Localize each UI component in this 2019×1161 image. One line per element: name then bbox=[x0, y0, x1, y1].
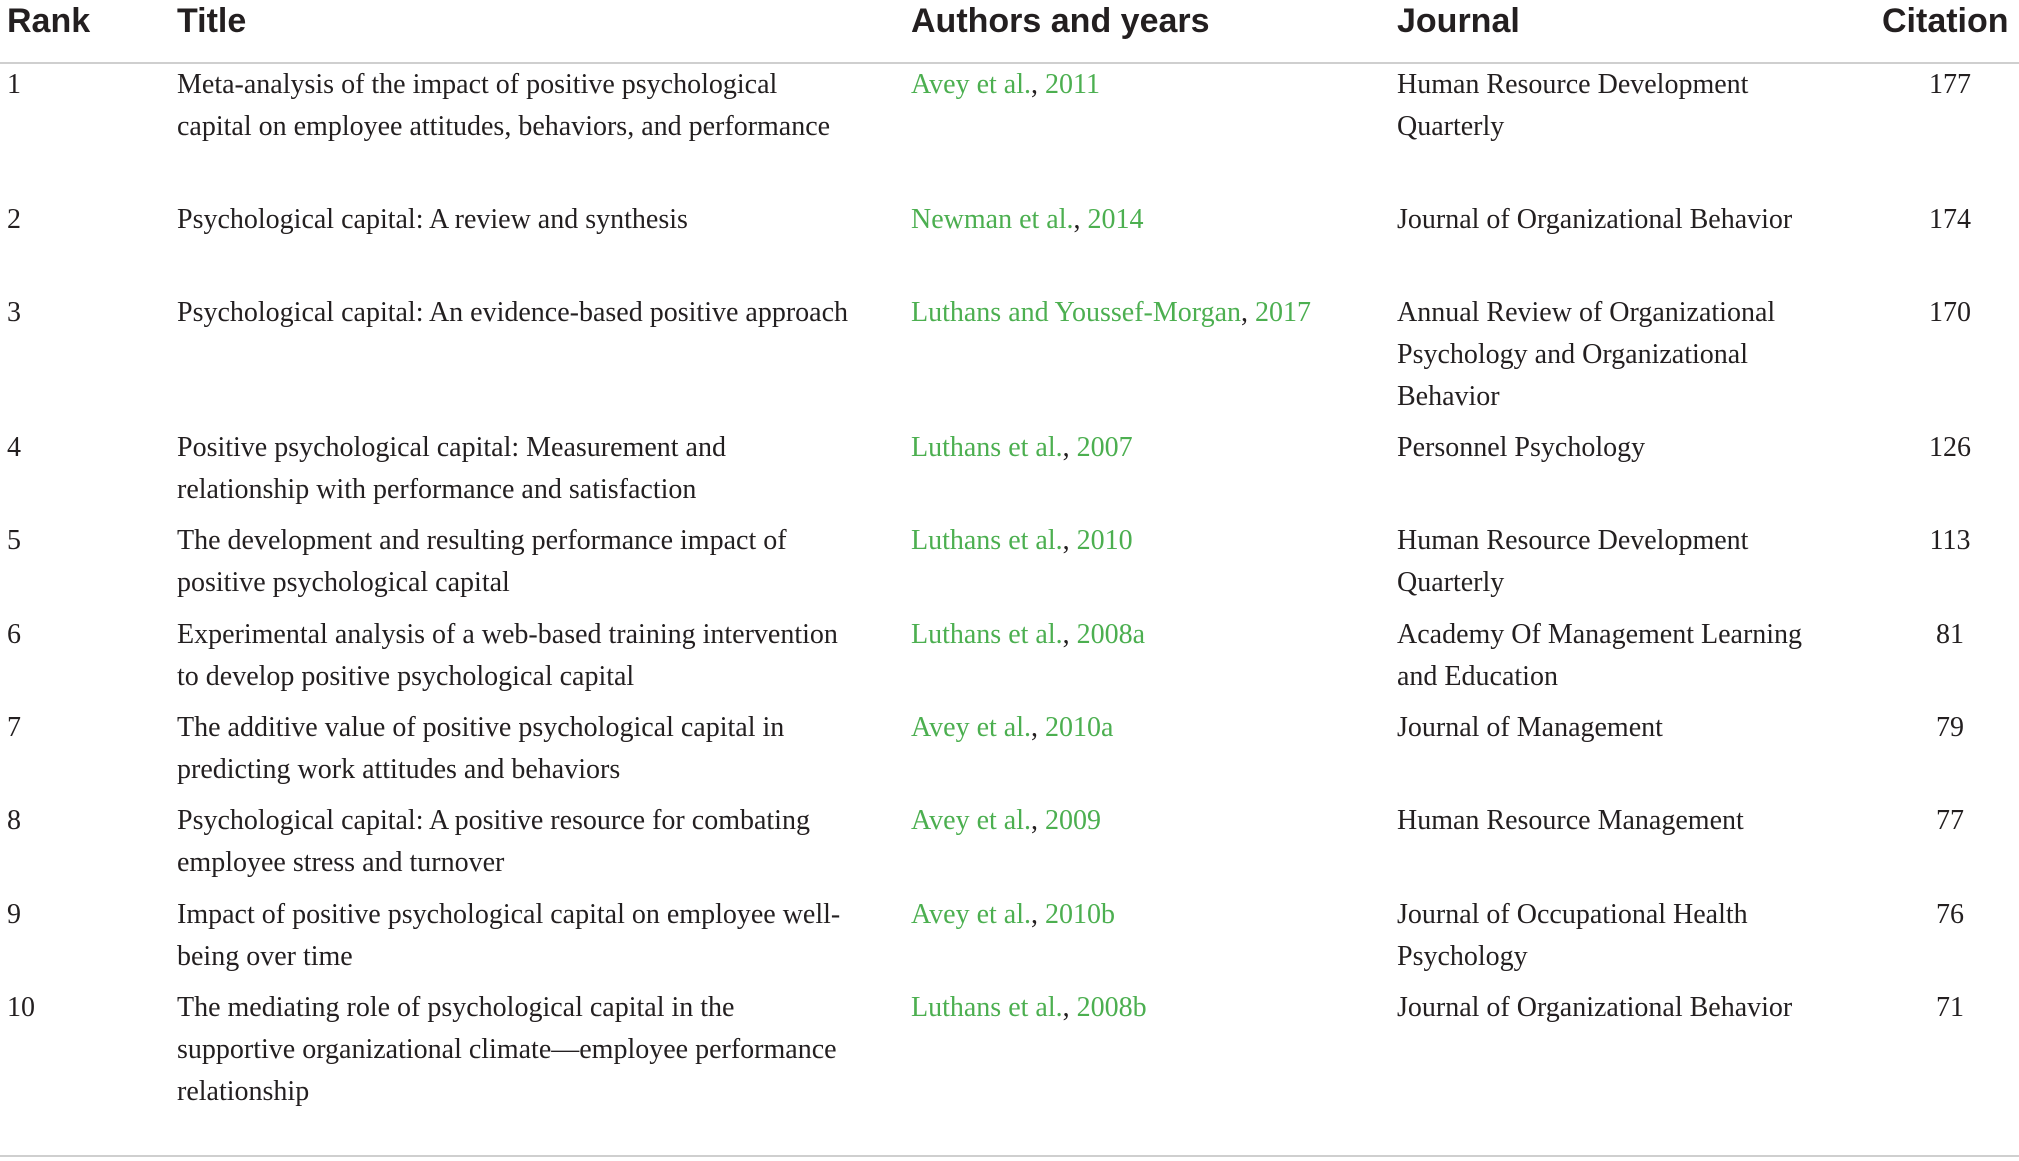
authors-cell bbox=[911, 800, 1351, 842]
table-row bbox=[0, 199, 2019, 292]
year-reference-link[interactable]: 2011 bbox=[1044, 69, 1100, 100]
author-reference-link[interactable]: Newman et al. bbox=[911, 204, 1074, 235]
journal-cell: Journal of Organizational Behavior bbox=[1397, 204, 1793, 235]
journal-cell: Personnel Psychology bbox=[1397, 432, 1646, 463]
separator: , bbox=[1062, 619, 1077, 650]
rank-cell: 10 bbox=[7, 992, 35, 1023]
citation-cell: 76 bbox=[1936, 899, 1964, 930]
year-reference-link[interactable]: 2010 bbox=[1076, 525, 1133, 556]
author-reference-link[interactable]: Avey et al. bbox=[911, 712, 1031, 743]
table-body bbox=[0, 64, 2019, 1122]
table-row bbox=[0, 427, 2019, 520]
separator: , bbox=[1030, 805, 1045, 836]
journal-cell: Journal of Organizational Behavior bbox=[1397, 992, 1793, 1023]
authors-cell bbox=[911, 427, 1351, 469]
journal-cell: Academy Of Management Learning and Education bbox=[1397, 619, 1803, 692]
title-cell: The additive value of positive psychological capital in predicting work attitudes and behaviors bbox=[177, 712, 785, 785]
rank-cell: 6 bbox=[7, 619, 21, 650]
rank-cell: 7 bbox=[7, 712, 21, 743]
table-row bbox=[0, 520, 2019, 614]
rank-cell: 1 bbox=[7, 69, 21, 100]
author-reference-link[interactable]: Luthans et al. bbox=[911, 525, 1063, 556]
author-reference-link[interactable]: Luthans et al. bbox=[911, 432, 1063, 463]
separator: , bbox=[1073, 204, 1088, 235]
title-cell: Positive psychological capital: Measurement and relationship with performance and satisfaction bbox=[177, 432, 726, 505]
author-reference-link[interactable]: Avey et al. bbox=[911, 805, 1031, 836]
title-cell: The development and resulting performance impact of positive psychological capital bbox=[177, 525, 787, 598]
separator: , bbox=[1062, 992, 1077, 1023]
year-reference-link[interactable]: 2008b bbox=[1076, 992, 1147, 1023]
year-reference-link[interactable]: 2010b bbox=[1044, 899, 1115, 930]
table-row bbox=[0, 894, 2019, 987]
title-cell: Impact of positive psychological capital on employee well-being over time bbox=[177, 899, 841, 972]
title-cell: Psychological capital: A positive resource for combating employee stress and turnover bbox=[177, 805, 810, 878]
authors-cell bbox=[911, 614, 1351, 656]
separator: , bbox=[1030, 69, 1045, 100]
journal-cell: Human Resource Development Quarterly bbox=[1397, 69, 1749, 142]
author-reference-link[interactable]: Luthans et al. bbox=[911, 619, 1063, 650]
authors-cell bbox=[911, 199, 1351, 241]
title-cell: The mediating role of psychological capital in the supportive organizational climate—employee performance relationship bbox=[177, 992, 837, 1107]
title-cell: Psychological capital: An evidence-based positive approach bbox=[177, 297, 849, 328]
author-reference-link[interactable]: Luthans and Youssef-Morgan bbox=[911, 297, 1242, 328]
header-title: Title bbox=[177, 2, 247, 40]
rank-cell: 8 bbox=[7, 805, 21, 836]
year-reference-link[interactable]: 2010a bbox=[1044, 712, 1114, 743]
table-row bbox=[0, 614, 2019, 707]
citation-cell: 79 bbox=[1936, 712, 1964, 743]
journal-cell: Human Resource Development Quarterly bbox=[1397, 525, 1749, 598]
table-bottom-rule bbox=[0, 1155, 2019, 1157]
separator: , bbox=[1030, 899, 1045, 930]
citation-cell: 177 bbox=[1929, 69, 1971, 100]
year-reference-link[interactable]: 2009 bbox=[1044, 805, 1101, 836]
header-authors: Authors and years bbox=[911, 2, 1210, 40]
authors-cell bbox=[911, 292, 1351, 334]
separator: , bbox=[1030, 712, 1045, 743]
table-header-row bbox=[0, 0, 2019, 64]
table-row bbox=[0, 707, 2019, 800]
table-row bbox=[0, 292, 2019, 427]
separator: , bbox=[1062, 525, 1077, 556]
rank-cell: 5 bbox=[7, 525, 21, 556]
year-reference-link[interactable]: 2008a bbox=[1076, 619, 1146, 650]
rank-cell: 2 bbox=[7, 204, 21, 235]
rank-cell: 9 bbox=[7, 899, 21, 930]
separator: , bbox=[1241, 297, 1256, 328]
journal-cell: Human Resource Management bbox=[1397, 805, 1744, 836]
header-citation: Citation bbox=[1882, 2, 2009, 40]
title-cell: Experimental analysis of a web-based training intervention to develop positive psychological capital bbox=[177, 619, 838, 692]
year-reference-link[interactable]: 2014 bbox=[1087, 204, 1144, 235]
citation-cell: 113 bbox=[1929, 525, 1971, 556]
citation-cell: 81 bbox=[1936, 619, 1964, 650]
header-rank: Rank bbox=[7, 2, 91, 40]
table-row bbox=[0, 987, 2019, 1122]
citation-cell: 126 bbox=[1929, 432, 1971, 463]
author-reference-link[interactable]: Luthans et al. bbox=[911, 992, 1063, 1023]
title-cell: Meta-analysis of the impact of positive psychological capital on employee attitudes, behaviors, and performance bbox=[177, 69, 831, 142]
rank-cell: 3 bbox=[7, 297, 21, 328]
authors-cell bbox=[911, 987, 1351, 1029]
year-reference-link[interactable]: 2017 bbox=[1255, 297, 1312, 328]
year-reference-link[interactable]: 2007 bbox=[1076, 432, 1133, 463]
author-reference-link[interactable]: Avey et al. bbox=[911, 69, 1031, 100]
table-row bbox=[0, 64, 2019, 199]
header-journal: Journal bbox=[1397, 2, 1520, 40]
table-row bbox=[0, 800, 2019, 894]
journal-cell: Annual Review of Organizational Psychology and Organizational Behavior bbox=[1397, 297, 1776, 412]
citation-cell: 77 bbox=[1936, 805, 1964, 836]
authors-cell bbox=[911, 894, 1351, 936]
rank-cell: 4 bbox=[7, 432, 21, 463]
authors-cell bbox=[911, 520, 1351, 562]
citation-cell: 174 bbox=[1929, 204, 1971, 235]
citation-cell: 170 bbox=[1929, 297, 1971, 328]
separator: , bbox=[1062, 432, 1077, 463]
journal-cell: Journal of Occupational Health Psychology bbox=[1397, 899, 1748, 972]
citation-cell: 71 bbox=[1936, 992, 1964, 1023]
authors-cell bbox=[911, 707, 1351, 749]
authors-cell bbox=[911, 64, 1351, 106]
journal-cell: Journal of Management bbox=[1397, 712, 1663, 743]
author-reference-link[interactable]: Avey et al. bbox=[911, 899, 1031, 930]
title-cell: Psychological capital: A review and synthesis bbox=[177, 204, 688, 235]
